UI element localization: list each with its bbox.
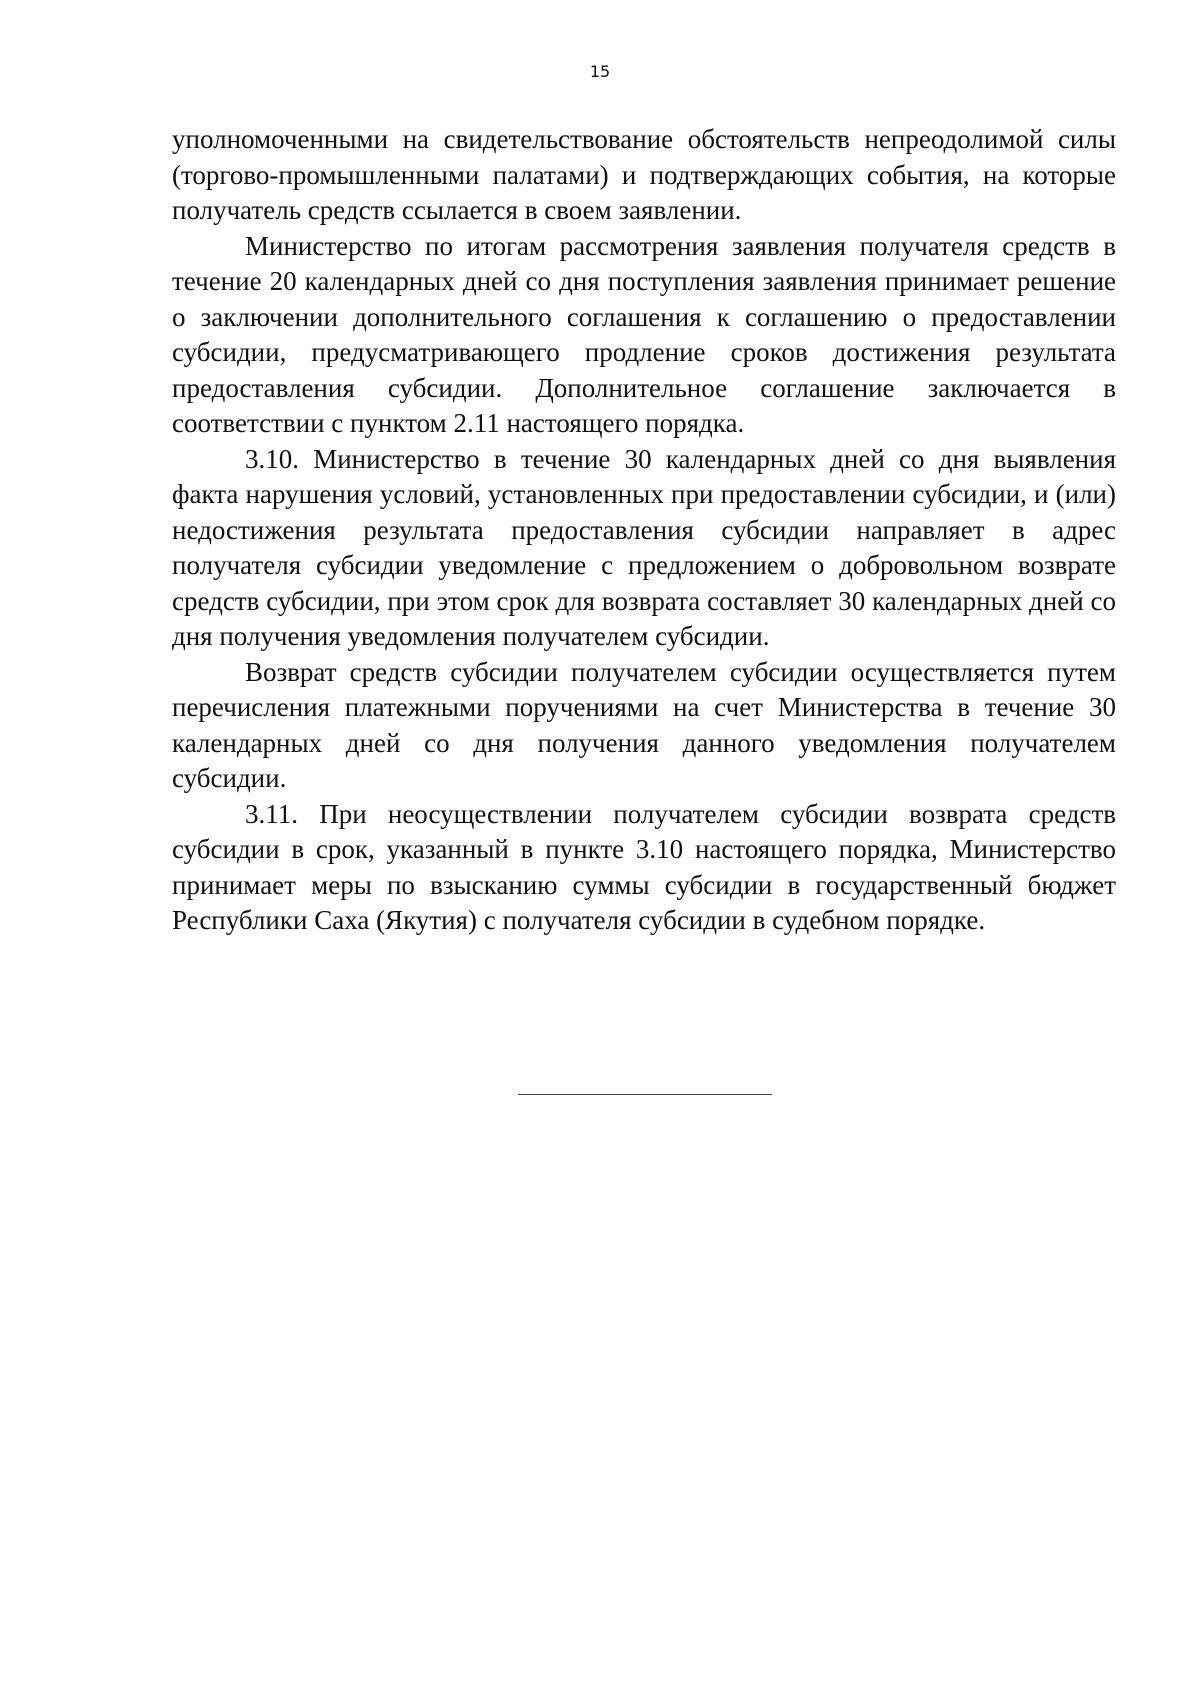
paragraph-ministry-decision: Министерство по итогам рассмотрения заявления получателя средств в течение 20 календарных дней со дня поступления заявления принимает решение о заключении дополнительного соглашения к соглашению о предоставлении субсидии, предусматривающего продление сроков достижения результата предоставления субсидии. Дополнительное соглашение заключается в соответствии с пунктом 2.11 настоящего порядка. (172, 230, 1116, 438)
paragraph-refund-procedure: Возврат средств субсидии получателем субсидии осуществляется путем перечисления платежными поручениями на счет Министерства в течение 30 календарных дней со дня получения данного уведомления получателем субсидии. (172, 656, 1116, 793)
paragraph-continuation: уполномоченными на свидетельствование обстоятельств непреодолимой силы (торгово-промышленными палатами) и подтверждающих события, на которые получатель средств ссылается в своем заявлении. (172, 124, 1116, 225)
end-divider-line (518, 1094, 772, 1095)
paragraph-clause-3-11: 3.11. При неосуществлении получателем субсидии возврата средств субсидии в срок, указанный в пункте 3.10 настоящего порядка, Министерство принимает меры по взысканию суммы субсидии в государственный бюджет Республики Саха (Якутия) с получателя субсидии в судебном порядке. (172, 798, 1116, 935)
page-number: 15 (589, 62, 611, 81)
document-body (172, 122, 1116, 939)
paragraph-clause-3-10: 3.10. Министерство в течение 30 календарных дней со дня выявления факта нарушения условий, установленных при предоставлении субсидии, и (или) недостижения результата предоставления субсидии направляет в адрес получателя субсидии уведомление с предложением о добровольном возврате средств субсидии, при этом срок для возврата составляет 30 календарных дней со дня получения уведомления получателем субсидии. (172, 443, 1116, 651)
